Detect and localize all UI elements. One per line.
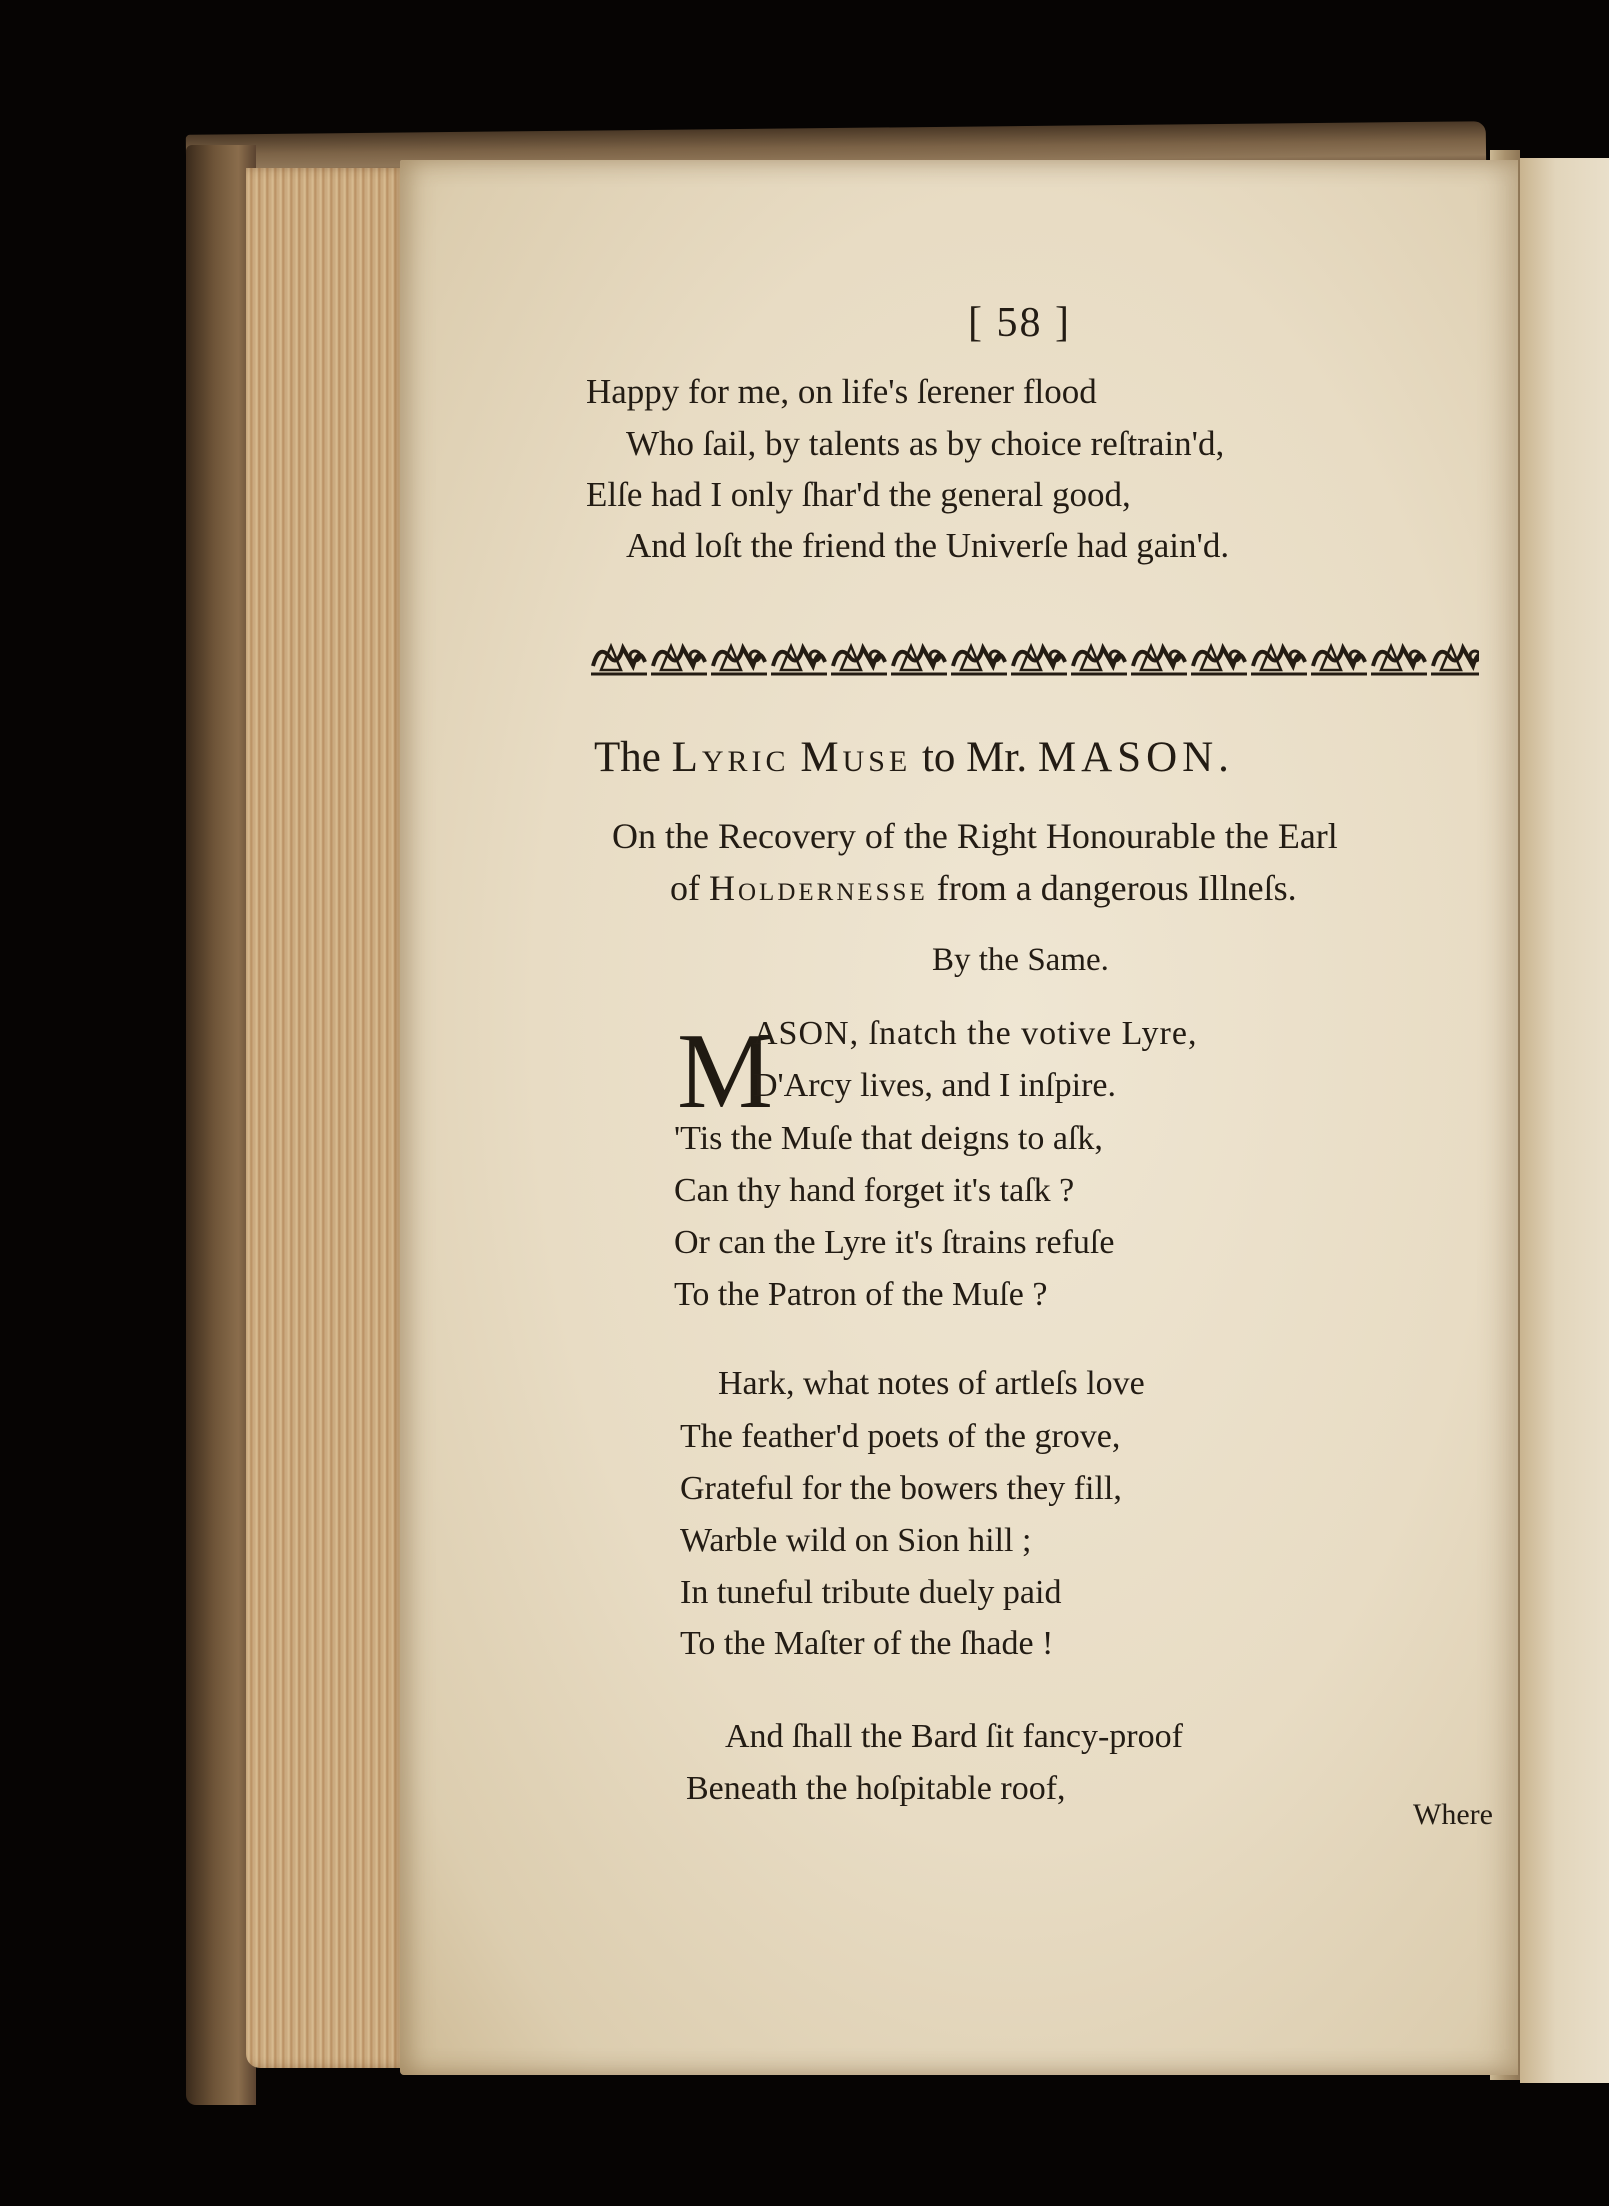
verse-line: D'Arcy lives, and I inſpire. bbox=[753, 1067, 1117, 1104]
page-number-header: [ 58 ] bbox=[968, 300, 1071, 346]
verse-line: Beneath the hoſpitable roof, bbox=[686, 1770, 1066, 1807]
subtitle-line bbox=[670, 870, 1297, 906]
verse-line: ASON, ſnatch the votive Lyre, bbox=[753, 1015, 1198, 1052]
subtitle-line: On the Recovery of the Right Honourable the Earl bbox=[612, 816, 1338, 856]
verse-line: Or can the Lyre it's ſtrains refuſe bbox=[674, 1224, 1115, 1261]
verse-line: 'Tis the Muſe that deigns to aſk, bbox=[674, 1120, 1103, 1157]
verse-line: To the Patron of the Muſe ? bbox=[674, 1276, 1048, 1313]
ornamental-divider bbox=[589, 636, 1479, 678]
subtitle-name: Holdernesse bbox=[709, 868, 928, 908]
title-word: The bbox=[594, 734, 661, 781]
catchword: Where bbox=[1413, 1798, 1493, 1831]
verse-line: Warble wild on Sion hill ; bbox=[680, 1522, 1032, 1559]
title-word: MASON. bbox=[1037, 734, 1234, 781]
verse-line: In tuneful tribute duely paid bbox=[680, 1574, 1062, 1611]
title-word: Lyric bbox=[671, 734, 790, 781]
subtitle-word: from a dangerous Illneſs. bbox=[936, 868, 1297, 908]
title-word: Muse bbox=[800, 734, 912, 781]
drop-cap: M bbox=[677, 1012, 774, 1131]
verse-line: And loſt the friend the Univerſe had gain'd. bbox=[626, 526, 1230, 565]
title-word: to Mr. bbox=[921, 734, 1028, 781]
verse-line: Grateful for the bowers they fill, bbox=[680, 1470, 1122, 1507]
verse-line: Happy for me, on life's ſerener flood bbox=[586, 372, 1097, 411]
verse-line: Can thy hand forget it's taſk ? bbox=[674, 1172, 1075, 1209]
verse-line: To the Maſter of the ſhade ! bbox=[680, 1625, 1054, 1662]
verse-line: Elſe had I only ſhar'd the general good, bbox=[586, 475, 1131, 514]
poem-title bbox=[594, 736, 1234, 779]
byline: By the Same. bbox=[932, 942, 1109, 978]
verse-line: Hark, what notes of artleſs love bbox=[718, 1365, 1145, 1402]
facing-page-edge bbox=[1520, 158, 1609, 2083]
subtitle-word: of bbox=[670, 868, 700, 908]
page-edges bbox=[246, 168, 406, 2068]
verse-line: And ſhall the Bard ſit fancy-proof bbox=[725, 1718, 1183, 1755]
verse-line: Who ſail, by talents as by choice reſtrain'd, bbox=[626, 424, 1225, 463]
verse-line: The feather'd poets of the grove, bbox=[680, 1418, 1121, 1455]
